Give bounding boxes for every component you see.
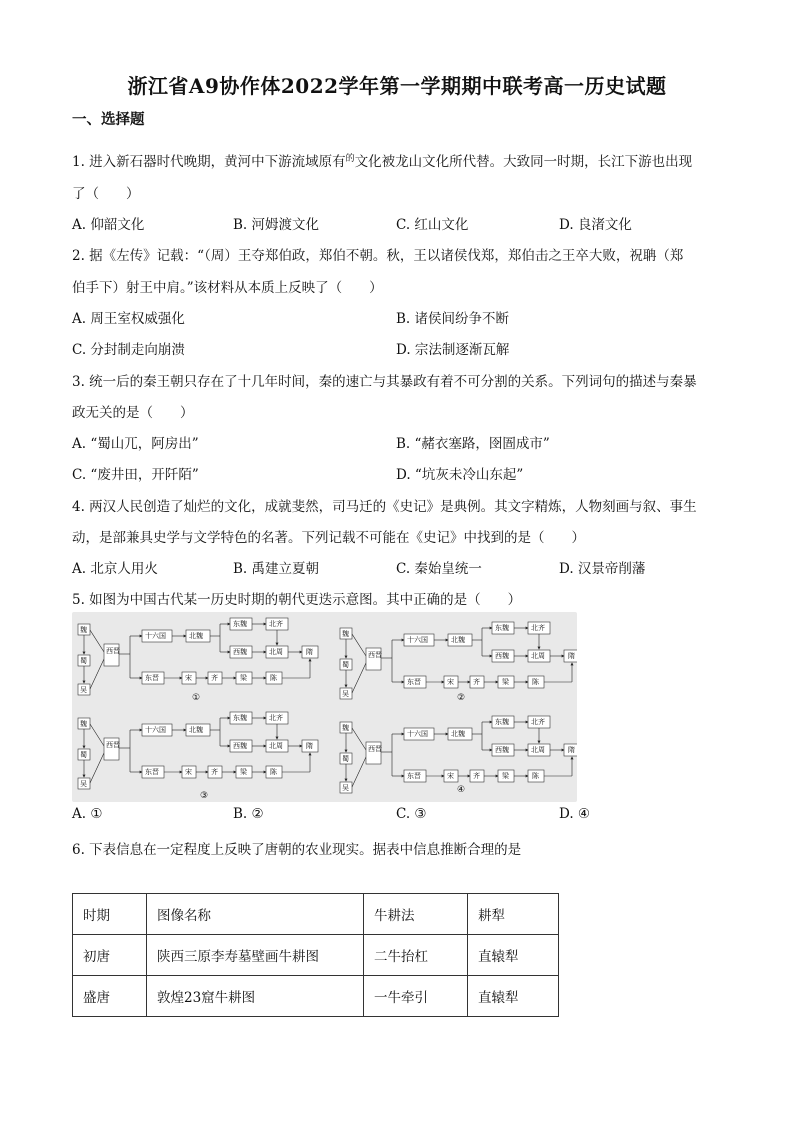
table-header-row (73, 894, 559, 935)
diagram-mark-4: ④ (457, 785, 466, 795)
page-title: 浙江省A9协作体2022学年第一学期期中联考高一历史试题 (127, 74, 667, 98)
table-cell: 二牛抬杠 (364, 935, 468, 976)
table-cell: 直辕犁 (468, 935, 559, 976)
q4-option-b: B. 禹建立夏朝 (233, 561, 320, 577)
diagram-mark-1: ① (192, 693, 201, 703)
table-cell: 初唐 (73, 935, 147, 976)
q4-option-c: C. 秦始皇统一 (396, 561, 482, 577)
table-header-cell: 牛耕法 (364, 894, 468, 935)
q3-option-d: D. “坑灰未冷山东起” (396, 467, 524, 483)
q1-option-c: C. 红山文化 (396, 217, 469, 233)
q5-option-d: D. ④ (559, 806, 591, 822)
table-header-cell: 耕犁 (468, 894, 559, 935)
diagram-mark-3: ③ (200, 791, 209, 801)
q4-stem-line1: 4. 两汉人民创造了灿烂的文化，成就斐然，司马迁的《史记》是典例。其文字精炼，人物刻画与叙、事生 (72, 499, 697, 515)
table-header-cell: 图像名称 (147, 894, 364, 935)
q1-stem-line2: 了（ ） (72, 186, 140, 202)
q1-superscript: 的 (345, 154, 355, 164)
q4-stem-line2: 动，是部兼具史学与文学特色的名著。下列记载不可能在《史记》中找到的是（ ） (72, 530, 585, 546)
diagram-mark-2: ② (457, 693, 466, 703)
q3-option-c: C. “废井田，开阡陌” (72, 467, 199, 483)
q4-option-d: D. 汉景帝削藩 (559, 561, 646, 577)
q1-option-a: A. 仰韶文化 (72, 217, 145, 233)
q2-option-c: C. 分封制走向崩溃 (72, 342, 185, 358)
table-cell: 一牛牵引 (364, 976, 468, 1017)
q2-stem-line1: 2. 据《左传》记载：“（周）王夺郑伯政，郑伯不朝。秋，王以诸侯伐郑，郑伯击之王卒大败，祝聃（郑 (72, 248, 684, 264)
table-cell: 敦煌23窟牛耕图 (147, 976, 364, 1017)
q5-option-b: B. ② (233, 806, 264, 822)
agriculture-table (72, 893, 559, 1017)
q2-option-d: D. 宗法制逐渐瓦解 (396, 342, 510, 358)
table-cell: 陕西三原李寿墓壁画牛耕图 (147, 935, 364, 976)
q3-option-a: A. “蜀山兀，阿房出” (72, 436, 199, 452)
table-row (73, 935, 559, 976)
q2-stem-line2: 伯手下）射王中肩。”该材料从本质上反映了（ ） (72, 280, 383, 296)
q2-option-b: B. 诸侯间纷争不断 (396, 311, 510, 327)
q5-option-c: C. ③ (396, 806, 427, 822)
q1-stem-line1: 1. 进入新石器时代晚期，黄河中下游流域原有$^的$文化被龙山文化所代替。大致同一时期，长江下游也出现 (72, 154, 693, 170)
q2-option-a: A. 周王室权威强化 (72, 311, 185, 327)
q3-stem-line2: 政无关的是（ ） (72, 405, 194, 421)
section-heading: 一、选择题 (72, 111, 145, 128)
table-cell: 盛唐 (73, 976, 147, 1017)
q5-stem: 5. 如图为中国古代某一历史时期的朝代更迭示意图。其中正确的是（ ） (72, 592, 522, 608)
table-cell: 直辕犁 (468, 976, 559, 1017)
table-header-cell: 时期 (73, 894, 147, 935)
q5-option-a: A. ① (72, 806, 103, 822)
q1-option-d: D. 良渚文化 (559, 217, 632, 233)
q3-option-b: B. “赭衣塞路，囹圄成市” (396, 436, 550, 452)
q1-option-b: B. 河姆渡文化 (233, 217, 320, 233)
q4-option-a: A. 北京人用火 (72, 561, 158, 577)
table-row (73, 976, 559, 1017)
q6-stem: 6. 下表信息在一定程度上反映了唐朝的农业现实。据表中信息推断合理的是 (72, 842, 522, 858)
q3-stem-line1: 3. 统一后的秦王朝只存在了十几年时间，秦的速亡与其暴政有着不可分割的关系。下列词句的描述与秦暴 (72, 374, 697, 390)
dynasty-succession-diagram (72, 612, 577, 802)
